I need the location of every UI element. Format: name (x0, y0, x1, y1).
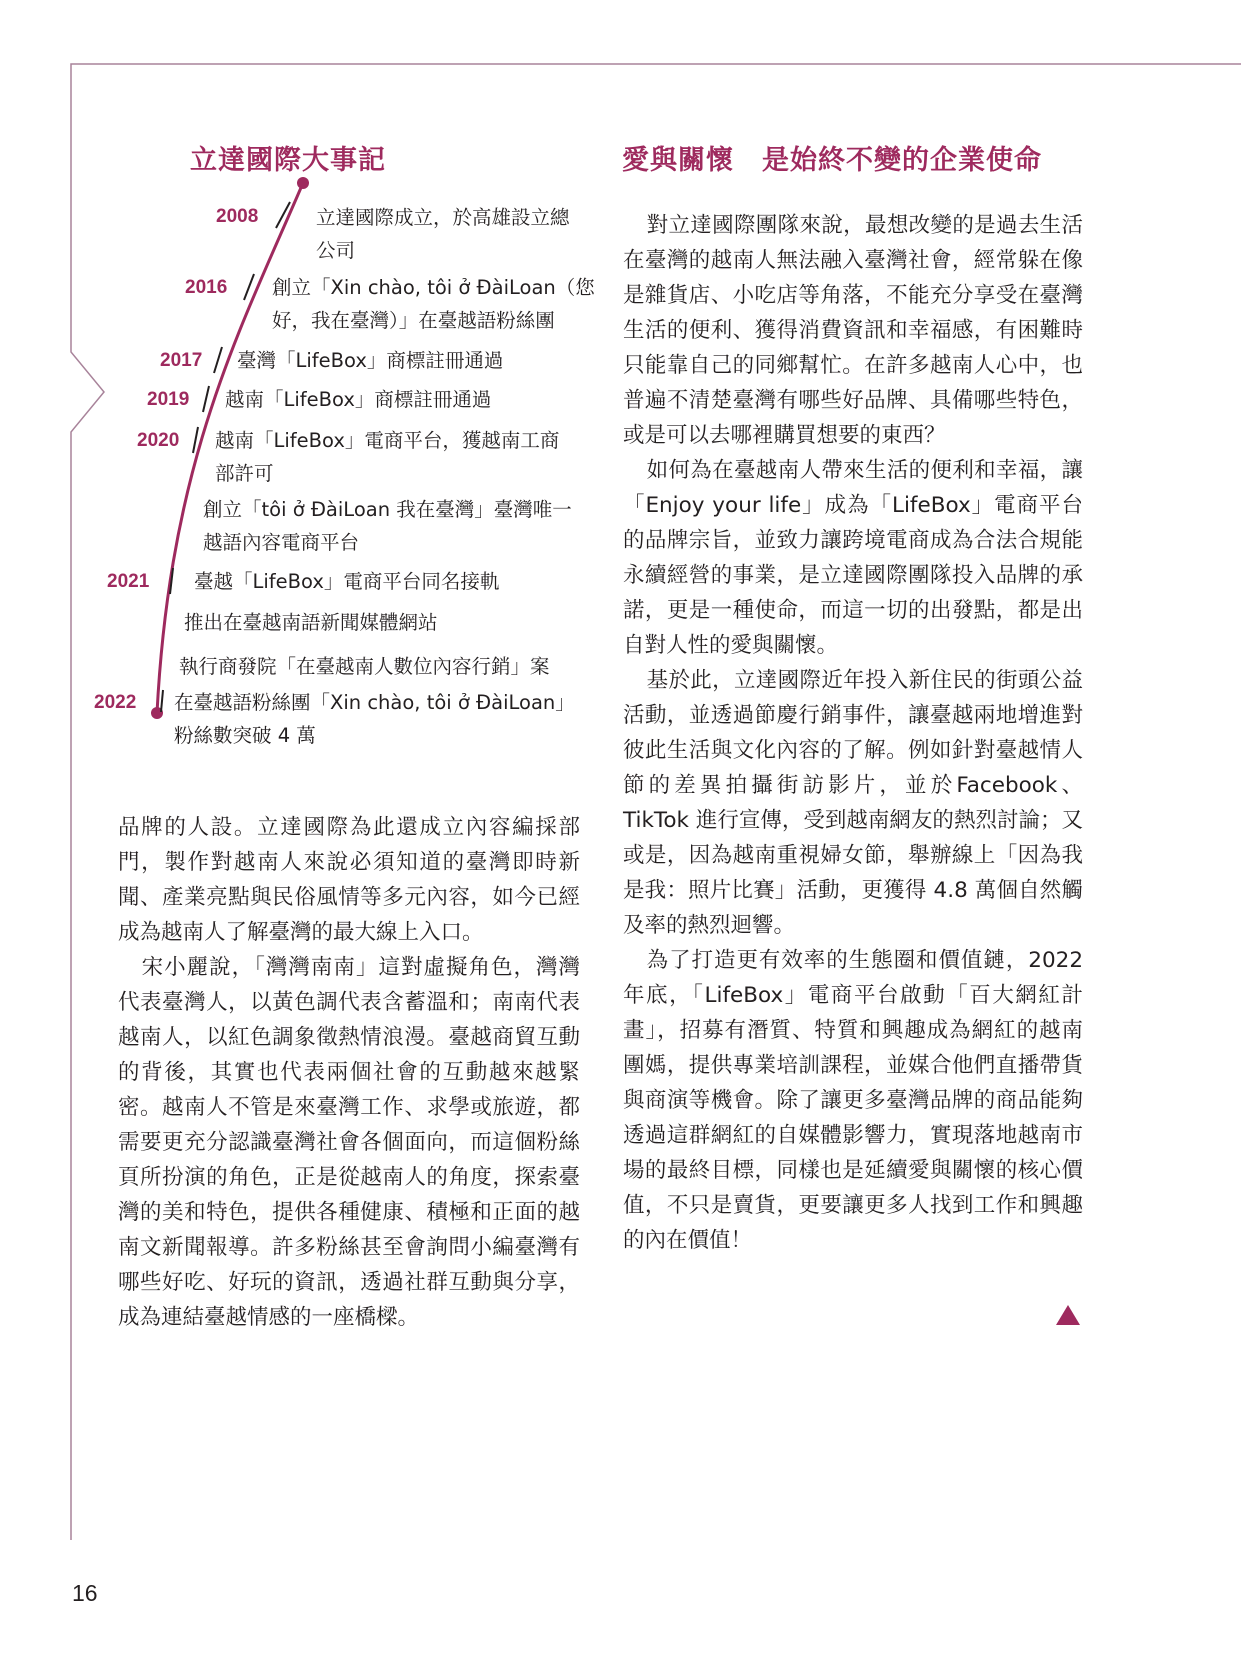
body-paragraph: 品牌的人設。立達國際為此還成立內容編採部門，製作對越南人來說必須知道的臺灣即時新聞、產業亮點與民俗風情等多元內容，如今已經成為越南人了解臺灣的最大線上入口。 (118, 815, 580, 945)
timeline-year-2020: 2020 (137, 430, 180, 451)
timeline-year-2021: 2021 (107, 571, 150, 592)
year-tick-2019 (203, 386, 209, 412)
timeline-event: 創立「tôi ở ĐàiLoan 我在臺灣」臺灣唯一 越語內容電商平台 (203, 498, 572, 554)
body-paragraph: 宋小麗說，「灣灣南南」這對虛擬角色，灣灣代表臺灣人，以黃色調代表含蓄溫和；南南代表越南人，以紅色調象徵熱情浪漫。臺越商貿互動的背後，其實也代表兩個社會的互動越來越緊密。越南人不管是來臺灣工作、求學或旅遊，都需要更充分認識臺灣社會各個面向，而這個粉絲頁所扮演的角色，正是從越南人的角度，探索臺灣的美和特色，提供各種健康、積極和正面的越南文新聞報導。許多粉絲甚至會詢問小編臺灣有哪些好吃、好玩的資訊，透過社群互動與分享，成為連結臺越情感的一座橋樑。 (118, 955, 580, 1330)
timeline-year-2016: 2016 (185, 277, 228, 298)
article-body (623, 208, 1083, 1258)
timeline-event: 在臺越語粉絲團「Xin chào, tôi ở ĐàiLoan」 粉絲數突破 4 萬 (174, 691, 575, 747)
year-tick-2022 (161, 690, 163, 712)
body-paragraph: 如何為在臺越南人帶來生活的便利和幸福，讓「Enjoy your life」成為「LifeBox」電商平台的品牌宗旨，並致力讓跨境電商成為合法合規能永續經營的事業，是立達國際團隊投入品牌的承諾，更是一種使命，而這一切的出發點，都是出自對人性的愛與關懷。 (623, 458, 1083, 658)
end-mark-triangle-icon (1056, 1305, 1080, 1325)
timeline-title: 立達國際大事記 (190, 145, 386, 176)
timeline-year-2008: 2008 (216, 206, 259, 227)
left-column (118, 810, 580, 1335)
body-paragraph: 基於此，立達國際近年投入新住民的街頭公益活動，並透過節慶行銷事件，讓臺越兩地增進對彼此生活與文化內容的了解。例如針對臺越情人節的差異拍攝街訪影片，並於Facebook、TikTok 進行宣傳，受到越南網友的熱烈討論；又或是，因為越南重視婦女節，舉辦線上「因為我是我：照片比賽」活動，更獲得 4.8 萬個自然觸及率的熱烈迴響。 (623, 668, 1083, 938)
timeline-year-2019: 2019 (147, 389, 190, 410)
timeline-event: 越南「LifeBox」電商平台，獲越南工商 部許可 (215, 429, 560, 485)
timeline-event: 執行商發院「在臺越南人數位內容行銷」案 (179, 655, 550, 678)
timeline-event: 推出在臺越南語新聞媒體網站 (184, 611, 438, 634)
body-paragraph: 為了打造更有效率的生態圈和價值鏈，2022 年底，「LifeBox」電商平台啟動「百大網紅計畫」，招募有潛質、特質和興趣成為網紅的越南團媽，提供專業培訓課程，並媒合他們直播帶貨與商演等機會。除了讓更多臺灣品牌的商品能夠透過這群網紅的自媒體影響力，實現落地越南市場的最終目標，同樣也是延續愛與關懷的核心價值，不只是賣貨，更要讓更多人找到工作和興趣的內在價值！ (623, 948, 1083, 1253)
article-title: 愛與關懷 是始終不變的企業使命 (622, 145, 1042, 176)
timeline-year-2022: 2022 (94, 692, 137, 713)
timeline-event: 臺灣「LifeBox」商標註冊通過 (237, 349, 504, 372)
timeline-event: 創立「Xin chào, tôi ở ĐàiLoan（您 好，我在臺灣）」在臺越語粉絲團 (272, 276, 595, 332)
timeline-event: 越南「LifeBox」商標註冊通過 (225, 388, 492, 411)
timeline-start-dot (297, 177, 309, 189)
page-number: 16 (72, 1580, 98, 1606)
body-paragraph: 對立達國際團隊來說，最想改變的是過去生活在臺灣的越南人無法融入臺灣社會，經常躲在像是雜貨店、小吃店等角落，不能充分享受在臺灣生活的便利、獲得消費資訊和幸福感，有困難時只能靠自己的同鄉幫忙。在許多越南人心中，也普遍不清楚臺灣有哪些好品牌、具備哪些特色，或是可以去哪裡購買想要的東西？ (623, 213, 1083, 448)
timeline-year-2017: 2017 (160, 350, 203, 371)
timeline-event: 臺越「LifeBox」電商平台同名接軌 (194, 570, 500, 593)
timeline-event: 立達國際成立，於高雄設立總 公司 (316, 206, 570, 262)
year-tick-2017 (214, 347, 222, 373)
